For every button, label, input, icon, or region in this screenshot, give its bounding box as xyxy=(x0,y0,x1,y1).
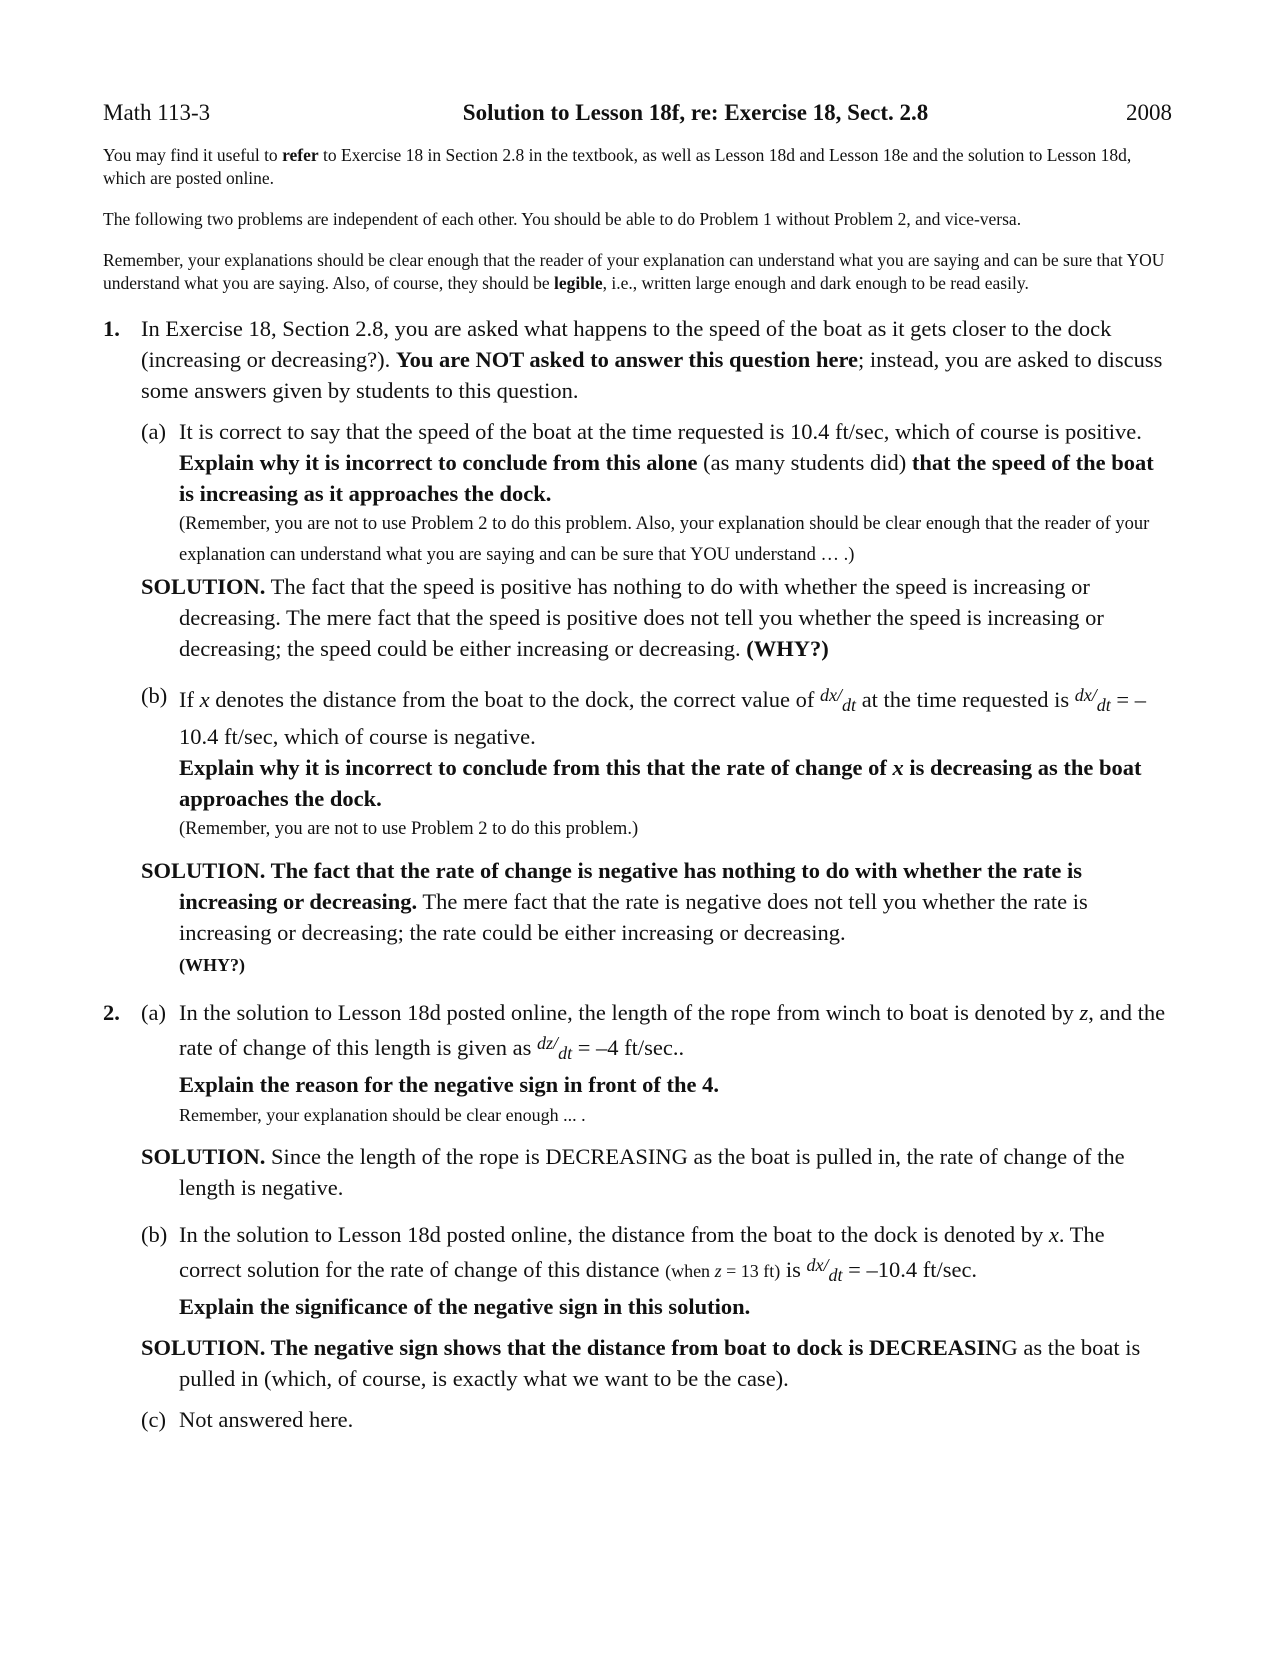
part-text-run: In the solution to Lesson 18d posted online, the length of the rope from winch to boat is denoted by xyxy=(179,1000,1080,1025)
problem-number: 2. xyxy=(103,1000,120,1025)
part-question: Explain the reason for the negative sign in front of the 4. xyxy=(179,1072,720,1097)
part-label: (b) xyxy=(141,683,168,708)
part-text-run: = –4 ft/sec.. xyxy=(572,1035,685,1060)
derivative-numerator: dx xyxy=(820,685,838,705)
part-label: (a) xyxy=(141,419,166,444)
intro-text: Remember, your explanations should be clear enough that the reader of your explanation can understand what you are saying and can be sure that YOU understand what you are saying. Also, of course, they should be xyxy=(103,250,1165,293)
statement-text: In Exercise 18, Section 2.8, you are asked what happens to the speed of the boat as it gets closer to the dock (increasing or decreasing?). xyxy=(141,316,1112,372)
problem-2 xyxy=(103,997,1172,1435)
solution-text: The fact that the speed is positive has nothing to do with whether the speed is increasing or decreasing. The mere fact that the speed is positive does not tell you whether the speed is increasing or decreasing; the speed could be either increasing or decreasing. xyxy=(179,574,1104,661)
solution-label: SOLUTION. xyxy=(141,858,266,883)
intro-text: You may find it useful to xyxy=(103,145,283,165)
part-question: Explain the significance of the negative sign in this solution. xyxy=(179,1294,751,1319)
question-text: that the speed of the boat is increasing as it approaches the dock. xyxy=(179,450,1154,506)
part-text-run: denotes the distance from the boat to the dock, the correct value of xyxy=(209,687,821,712)
part-question xyxy=(179,752,1172,814)
part-1b xyxy=(141,680,1172,845)
variable-z: z xyxy=(714,1261,722,1281)
condition-text: (when xyxy=(665,1261,715,1281)
derivative-denominator: dt xyxy=(828,1265,843,1285)
variable-z: z xyxy=(1079,1000,1089,1025)
part-text-run: is xyxy=(780,1257,807,1282)
question-text: (as many students did) xyxy=(697,450,912,475)
part-question xyxy=(179,447,1172,509)
derivative-dx-dt: dx/dt xyxy=(1074,685,1111,715)
problem-1 xyxy=(103,313,1172,981)
derivative-numerator: dx xyxy=(1074,685,1092,705)
solution-text: The mere fact that the rate is negative does not tell you whether the rate is increasing or decreasing; the rate could be either increasing or decreasing. xyxy=(179,889,1088,945)
solution-text: Since the length of the rope is DECREASING as the boat is pulled in, the rate of change of the length is negative. xyxy=(179,1144,1125,1200)
question-text: Explain why it is incorrect to conclude from this that the rate of change of xyxy=(179,755,893,780)
page-title: Solution to Lesson 18f, re: Exercise 18, Sect. 2.8 xyxy=(462,100,929,125)
part-text-run: , and the rate of change of this length is given as xyxy=(179,1000,1166,1060)
intro-text: to Exercise 18 in Section 2.8 in the textbook, as well as Lesson 18d and Lesson 18e and the solution to Lesson 18d, which are posted online. xyxy=(103,145,1132,188)
problem-number: 1. xyxy=(103,316,120,341)
solution-1a xyxy=(141,571,1172,664)
derivative-denominator: dt xyxy=(558,1043,573,1063)
derivative-denominator: dt xyxy=(1096,695,1111,715)
part-2b xyxy=(141,1219,1172,1322)
part-text-run: If xyxy=(179,687,200,712)
solution-text-bold: The fact that the rate of change is negative has nothing to do with whether the rate is increasing or decreasing. xyxy=(179,858,1083,914)
part-2a xyxy=(141,997,1172,1131)
intro-paragraph-1 xyxy=(103,144,1172,190)
part-text xyxy=(179,1219,1172,1291)
statement-emphasis: You are NOT asked to answer this question here xyxy=(395,347,859,372)
part-text: Not answered here. xyxy=(179,1407,354,1432)
part-text xyxy=(179,680,1172,752)
year: 2008 xyxy=(1126,100,1172,125)
question-text: Explain why it is incorrect to conclude from this alone xyxy=(179,450,698,475)
solution-why: (WHY?) xyxy=(179,955,245,975)
intro-paragraph-3 xyxy=(103,249,1172,295)
part-label: (b) xyxy=(141,1222,168,1247)
variable-x: x xyxy=(892,755,904,780)
part-label: (c) xyxy=(141,1407,166,1432)
derivative-denominator: dt xyxy=(842,695,857,715)
solution-text-bold: The negative sign shows that the distance from boat to dock is DECREASIN xyxy=(265,1335,1002,1360)
condition-text: = 13 ft) xyxy=(721,1261,781,1281)
part-text-run: = –10.4 ft/sec, which of course is negative. xyxy=(179,687,1146,749)
variable-x: x xyxy=(1048,1222,1059,1247)
part-text-run: . The correct solution for the rate of change of this distance xyxy=(179,1222,1105,1282)
intro-emphasis: refer xyxy=(282,145,319,165)
solution-text: G as the boat is pulled in (which, of course, is exactly what we want to be the case). xyxy=(179,1335,1141,1391)
part-text: It is correct to say that the speed of the boat at the time requested is 10.4 ft/sec, which of course is positive. xyxy=(179,419,1142,444)
part-1a xyxy=(141,416,1172,571)
part-note: (Remember, you are not to use Problem 2 to do this problem.) xyxy=(179,819,639,839)
part-label: (a) xyxy=(141,1000,166,1025)
solution-2a xyxy=(103,1141,1172,1203)
part-text-run: In the solution to Lesson 18d posted online, the distance from the boat to the dock is denoted by xyxy=(179,1222,1049,1247)
part-text-run: at the time requested is xyxy=(856,687,1075,712)
intro-emphasis: legible xyxy=(554,273,603,293)
part-2c xyxy=(141,1404,1172,1435)
derivative-numerator: dz xyxy=(537,1033,554,1053)
solution-label: SOLUTION. xyxy=(141,574,266,599)
page-header xyxy=(103,100,1172,126)
condition-note xyxy=(665,1261,780,1281)
intro-paragraph-2: The following two problems are independent of each other. You should be able to do Problem 1 without Problem 2, and vice-versa. xyxy=(103,209,1022,229)
part-note: Remember, your explanation should be clear enough ... . xyxy=(179,1105,586,1125)
derivative-dx-dt: dx/dt xyxy=(820,685,857,715)
solution-2b xyxy=(103,1332,1172,1394)
solution-label: SOLUTION. xyxy=(141,1335,266,1360)
solution-label: SOLUTION. xyxy=(141,1144,266,1169)
statement-text: ; instead, you are asked to discuss some answers given by students to this question. xyxy=(141,347,1163,403)
derivative-dx-dt: dx/dt xyxy=(806,1255,843,1285)
question-text: is decreasing as the boat approaches the dock. xyxy=(179,755,1142,811)
problem-statement xyxy=(141,313,1172,406)
solution-why: (WHY?) xyxy=(746,636,829,661)
derivative-dz-dt: dz/dt xyxy=(537,1033,573,1063)
part-text xyxy=(179,997,1172,1069)
part-text-run: = –10.4 ft/sec. xyxy=(842,1257,978,1282)
intro-text: , i.e., written large enough and dark enough to be read easily. xyxy=(602,273,1029,293)
solution-1b xyxy=(141,855,1172,981)
derivative-numerator: dx xyxy=(806,1255,824,1275)
part-note: (Remember, you are not to use Problem 2 to do this problem. Also, your explanation should be clear enough that the reader of your explanation can understand what you are saying and can be sure that YOU understand … .) xyxy=(179,514,1150,565)
variable-x: x xyxy=(199,687,210,712)
course-name: Math 113-3 xyxy=(103,100,211,125)
